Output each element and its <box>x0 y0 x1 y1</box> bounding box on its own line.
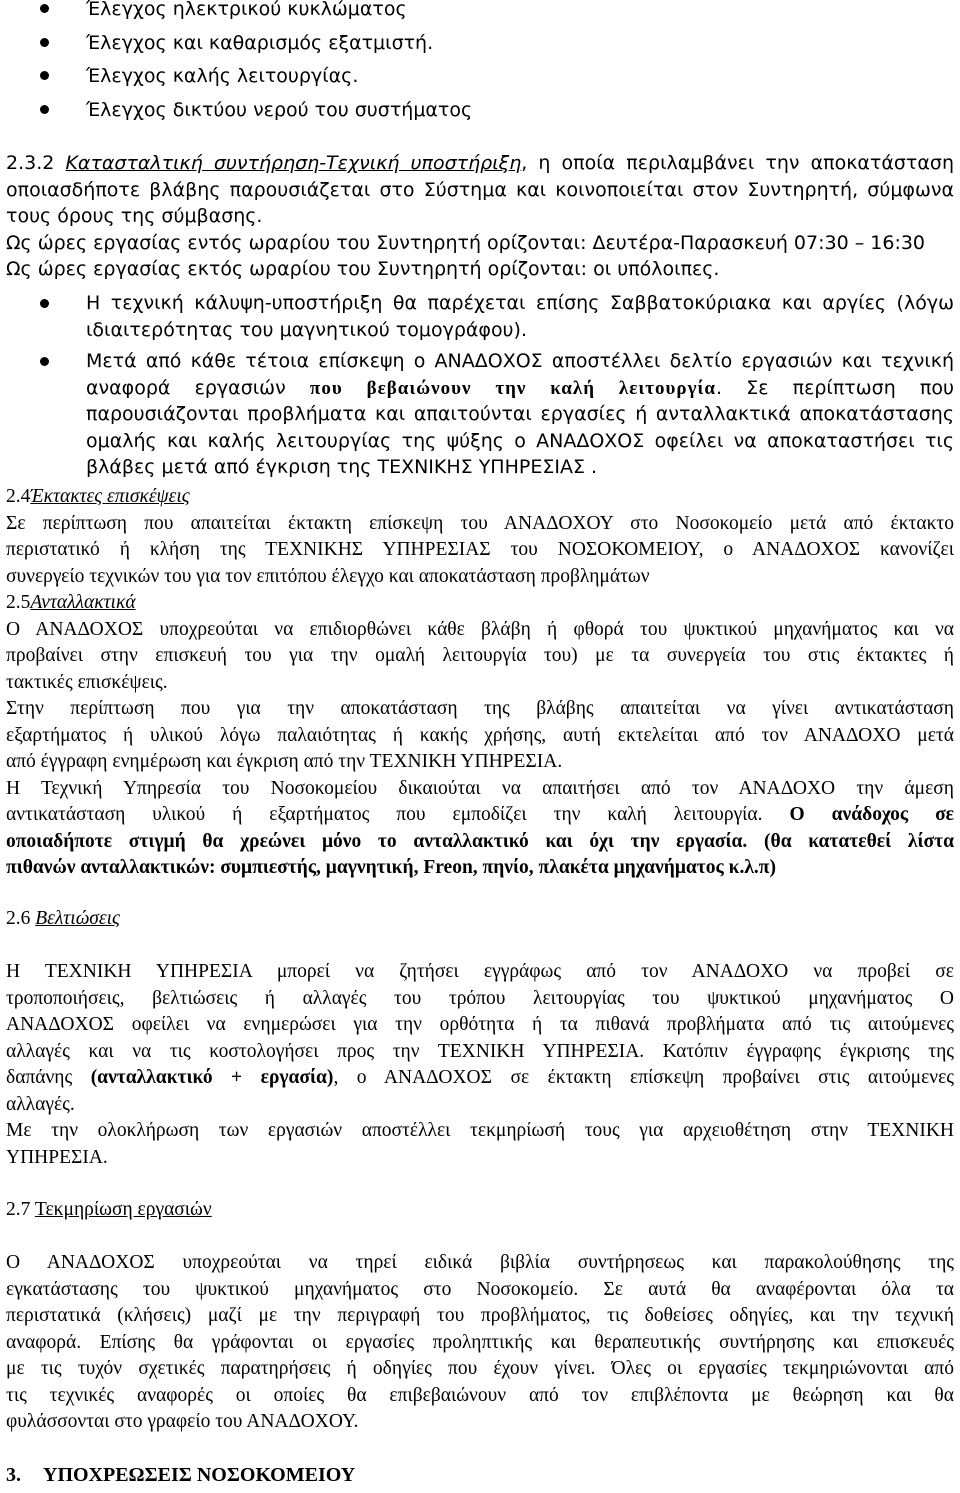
section-2-7 <box>6 1197 954 1224</box>
paragraph-line: Ο ΑΝΑΔΟΧΟΣ υποχρεούται να τηρεί ειδικά βιβλία συντήρησεως και παρακολούθησης της <box>6 1252 954 1273</box>
paragraph-line: συνεργείο τεχνικών του για τον επιτόπου έλεγχο και αποκατάσταση προβλημάτων <box>6 565 650 587</box>
section-title: Έκτακτες επισκέψεις <box>30 486 190 507</box>
section-heading: 2.7 Τεκμηρίωση εργασιών <box>6 1199 212 1220</box>
paragraph-line: οποιαδήποτε στιγμή θα χρεώνει μόνο το ανταλλακτικό και όχι την εργασία. (θα κατατεθεί λίστα <box>6 830 954 852</box>
paragraph-line: αλλαγές και να τις κοστολογήσει προς την ΤΕΧΝΙΚΗ ΥΠΗΡΕΣΙΑ. Κατόπιν έγγραφης έγκρισης της <box>6 1040 954 1062</box>
working-hours-in: Ως ώρες εργασίας εντός ωραρίου του Συντηρητή ορίζονται: Δευτέρα-Παρασκευή 07:30 – 16:30 <box>6 231 926 254</box>
list-item: Έλεγχος και καθαρισμός εξατμιστή. <box>40 31 940 65</box>
bullet-icon <box>40 71 49 80</box>
paragraph-line: ΑΝΑΔΟΧΟΣ οφείλει να ενημερώσει για την ορθότητα ή τα πιθανά προβλήματα από τις αιτούμενες <box>6 1014 954 1035</box>
section-2-6-body <box>6 959 954 1171</box>
bullet-icon <box>40 105 49 114</box>
section-heading: 2.5Ανταλλακτικά <box>6 592 136 613</box>
paragraph-line: Σε περίπτωση που απαιτείται έκτακτη επίσκεψη του ΑΝΑΔΟΧΟΥ στο Νοσοκομείο μετά από έκτακτο <box>6 512 954 534</box>
paragraph-line: τους όρους της σύμβασης. <box>6 205 263 227</box>
bullet-icon <box>40 299 49 308</box>
paragraph-line: αλλαγές. <box>6 1093 75 1115</box>
section-2-3-2 <box>6 150 954 283</box>
section-title: Ανταλλακτικά <box>30 592 136 613</box>
section-2-7-body <box>6 1250 954 1436</box>
section-title: Κατασταλτική συντήρηση-Τεχνική υποστήριξη <box>65 152 522 174</box>
maintenance-checks-list <box>40 0 940 131</box>
paragraph-line: εγκατάστασης του ψυκτικού μηχανήματος στο Νοσοκομείο. Σε αυτά θα αναφέρονται όλα τα <box>6 1278 954 1300</box>
paragraph-line: Ο ΑΝΑΔΟΧΟΣ υποχρεούται να επιδιορθώνει κάθε βλάβη ή φθορά του ψυκτικού μηχανήματος και να <box>6 618 954 640</box>
section-2-5 <box>6 590 954 882</box>
list-item: Μετά από κάθε τέτοια επίσκεψη ο ΑΝΑΔΟΧΟΣ αποστέλλει δελτίο εργασιών και τεχνική αναφορά εργασιών που βεβαιώνουν την καλή λειτουργία. Σε περίπτωση που παρουσιάζονται προβλήματα και απαιτούνται εργασίες ή ανταλλακτικά αποκατάστασης ομαλής και καλής λειτουργίας της ψύξης ο ΑΝΑΔΟΧΟΣ οφείλει να αποκαταστήσει τις βλάβες μετά από έγκριση της ΤΕΧΝΙΚΗΣ ΥΠΗΡΕΣΙΑΣ . <box>40 348 954 481</box>
section-2-4 <box>6 484 954 590</box>
bullet-icon <box>40 357 49 366</box>
list-item: Έλεγχος καλής λειτουργίας. <box>40 64 940 98</box>
paragraph-line: δαπάνης (ανταλλακτικό + εργασία), ο ΑΝΑΔΟΧΟΣ σε έκτακτη επίσκεψη προβαίνει στις αιτούμενες <box>6 1067 954 1088</box>
paragraph-line: περιστατικό ή κλήση της ΤΕΧΝΙΚΗΣ ΥΠΗΡΕΣΙΑΣ του ΝΟΣΟΚΟΜΕΙΟΥ, ο ΑΝΑΔΟΧΟΣ κανονίζει <box>6 539 954 560</box>
paragraph-line: πιθανών ανταλλακτικών: συμπιεστής, μαγνητική, Freon, πηνίο, πλακέτα μηχανήματος κ.λ.π) <box>6 857 776 878</box>
list-item: Η τεχνική κάλυψη-υποστήριξη θα παρέχεται επίσης Σαββατοκύριακα και αργίες (λόγω ιδιαιτερότητας του μαγνητικού τομογράφου). <box>40 290 954 343</box>
section-3-heading: 3. ΥΠΟΧΡΕΩΣΕΙΣ ΝΟΣΟΚΟΜΕΙΟΥ <box>6 1464 356 1486</box>
section-heading: 2.4Έκτακτες επισκέψεις <box>6 486 190 507</box>
working-hours-out: Ως ώρες εργασίας εκτός ωραρίου του Συντηρητή ορίζονται: οι υπόλοιπες. <box>6 258 720 280</box>
section-title: Τεκμηρίωση εργασιών <box>34 1199 212 1220</box>
support-bullets <box>40 290 954 481</box>
paragraph-line: ΥΠΗΡΕΣΙΑ. <box>6 1146 108 1168</box>
paragraph-line: Με την ολοκλήρωση των εργασιών αποστέλλει τεκμηρίωσή τους για αρχειοθέτηση στην ΤΕΧΝΙΚΗ <box>6 1120 954 1141</box>
bullet-icon <box>40 38 49 47</box>
section-heading-line: 2.3.2 Κατασταλτική συντήρηση-Τεχνική υποστήριξη, η οποία περιλαμβάνει την αποκατάσταση <box>6 152 954 174</box>
list-item: Έλεγχος δικτύου νερού του συστήματος <box>40 98 940 132</box>
section-title: Βελτιώσεις <box>35 908 120 929</box>
paragraph-line: οποιασδήποτε βλάβης παρουσιάζεται στο Σύστημα και κοινοποιείται στον Συντηρητή, σύμφωνα <box>6 178 954 201</box>
section-heading: 2.6 Βελτιώσεις <box>6 908 120 929</box>
paragraph-line: εξαρτήματος ή υλικού λόγω παλαιότητας ή κακής χρήσης, αυτή εκτελείται από τον ΑΝΑΔΟΧΟ μετά <box>6 724 954 746</box>
section-title: ΥΠΟΧΡΕΩΣΕΙΣ ΝΟΣΟΚΟΜΕΙΟΥ <box>43 1464 356 1486</box>
list-item: Έλεγχος ηλεκτρικού κυκλώματος <box>40 0 940 31</box>
paragraph-line: τις τεχνικές αναφορές οι οποίες θα επιβεβαιώνουν από τον επιβλέποντα με θεώρηση και θα <box>6 1384 954 1406</box>
paragraph-line: τακτικές επισκέψεις. <box>6 671 168 693</box>
paragraph-line: τροποποιήσεις, βελτιώσεις ή αλλαγές του τρόπου λειτουργίας του ψυκτικού μηχανήματος Ο <box>6 987 954 1009</box>
paragraph-line: περιστατικά (κλήσεις) μαζί με την περιγραφή του προβλήματος, τις δοθείσες οδηγίες, και την τεχνική <box>6 1305 954 1326</box>
bullet-icon <box>40 4 49 13</box>
paragraph-line: φυλάσσονται στο γραφείο του ΑΝΑΔΟΧΟΥ. <box>6 1411 359 1432</box>
paragraph-line: προβαίνει στην επισκευή του για την ομαλή λειτουργία του) με τα συνεργεία του στις έκτακτες ή <box>6 645 954 666</box>
paragraph-line: αντικατάσταση υλικού ή εξαρτήματος που εμποδίζει την καλή λειτουργία. Ο ανάδοχος σε <box>6 804 954 825</box>
paragraph-line: με τις τυχόν σχετικές παρατηρήσεις ή οδηγίες που έχουν γίνει. Όλες οι εργασίες τεκμηριώνονται από <box>6 1358 954 1379</box>
paragraph-line: από έγγραφη ενημέρωση και έγκριση από την ΤΕΧΝΙΚΗ ΥΠΗΡΕΣΙΑ. <box>6 751 563 772</box>
paragraph-line: αναφορά. Επίσης θα γράφονται οι εργασίες προληπτικής και θεραπευτικής συντήρησης και επισκευές <box>6 1331 954 1353</box>
paragraph-line: Στην περίπτωση που για την αποκατάσταση της βλάβης απαιτείται να γίνει αντικατάσταση <box>6 698 954 719</box>
paragraph-line: Η ΤΕΧΝΙΚΗ ΥΠΗΡΕΣΙΑ μπορεί να ζητήσει εγγράφως από τον ΑΝΑΔΟΧΟ να προβεί σε <box>6 961 954 982</box>
section-2-6 <box>6 906 954 933</box>
paragraph-line: Η Τεχνική Υπηρεσία του Νοσοκομείου δικαιούται να απαιτήσει από τον ΑΝΑΔΟΧΟ την άμεση <box>6 777 954 799</box>
